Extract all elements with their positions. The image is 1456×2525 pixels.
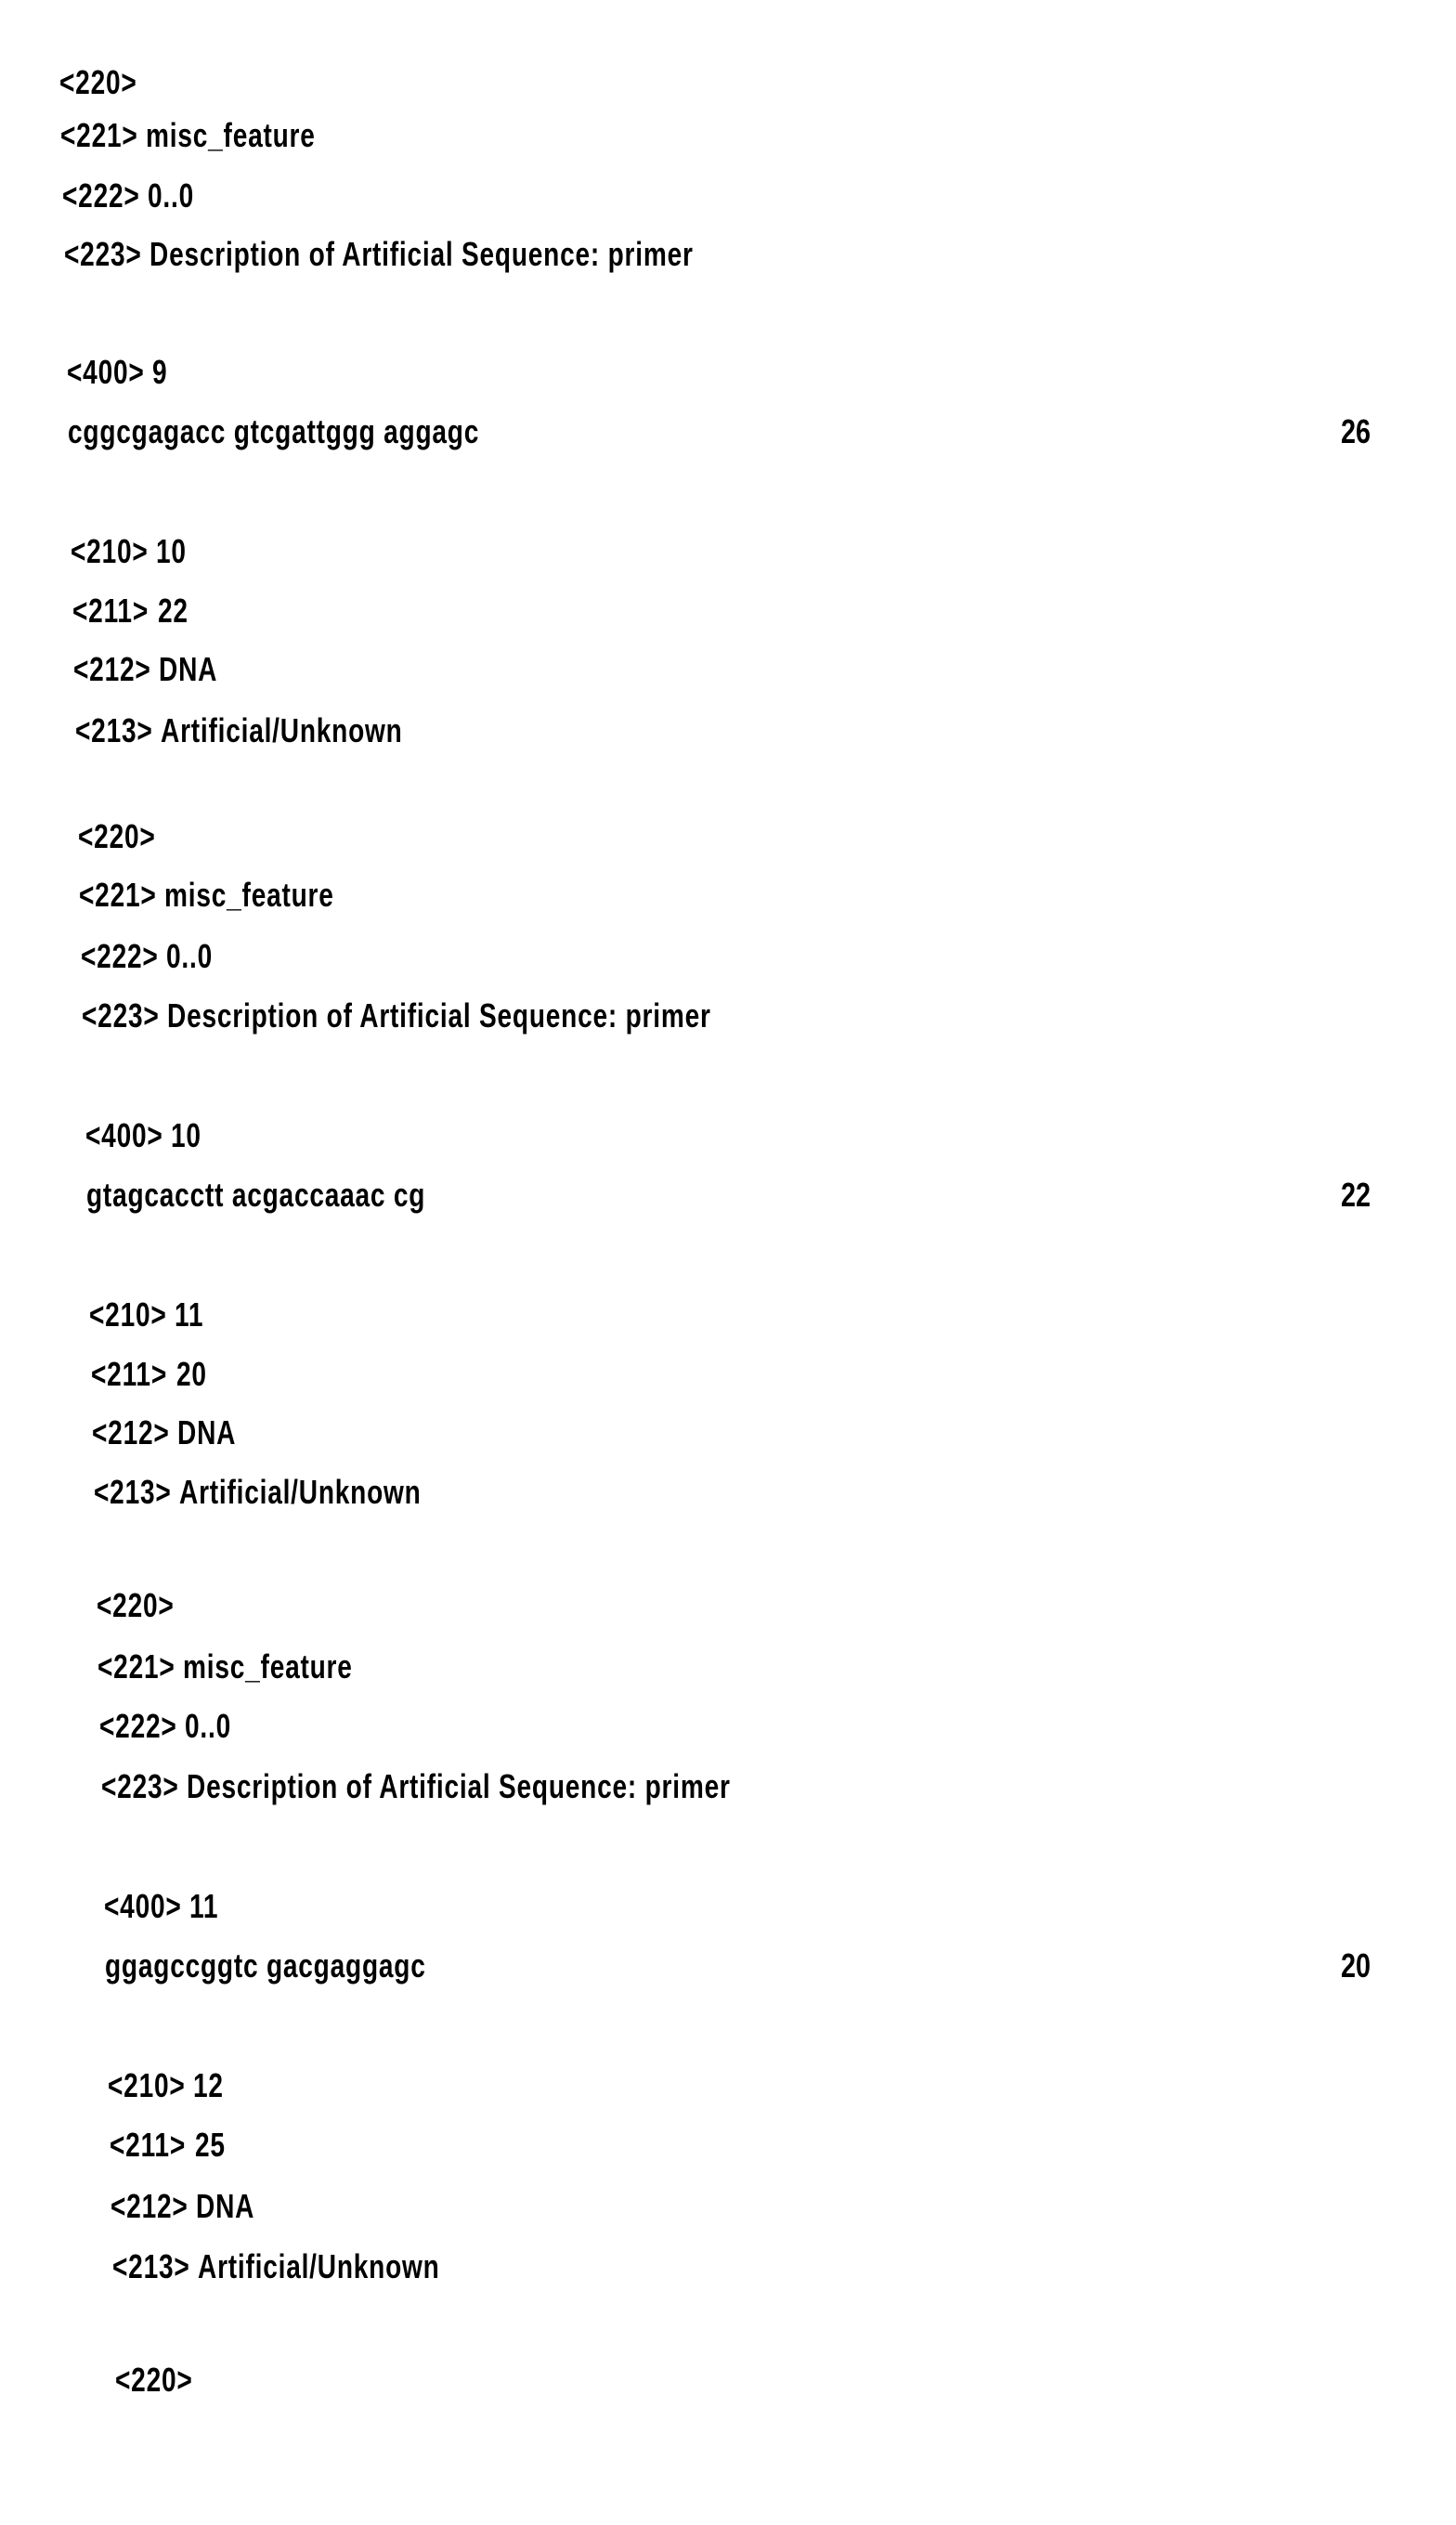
field-tag: <220> xyxy=(97,1586,182,1625)
field-value: Artificial/Unknown xyxy=(161,711,403,749)
field-tag: <223> xyxy=(101,1767,187,1806)
field-value: DNA xyxy=(159,650,217,688)
listing-field xyxy=(112,2247,440,2286)
field-value: 10 xyxy=(156,532,187,570)
field-tag: <400> xyxy=(104,1887,189,1926)
field-value: 11 xyxy=(189,1887,218,1925)
sequence-length: 26 xyxy=(1296,412,1371,451)
listing-field xyxy=(73,650,217,689)
field-value: DNA xyxy=(177,1413,236,1451)
listing-field xyxy=(91,1355,207,1394)
listing-field xyxy=(64,235,694,274)
field-tag: <222> xyxy=(81,937,166,976)
listing-field xyxy=(92,1413,236,1452)
field-tag: <211> xyxy=(110,2126,195,2165)
field-tag: <222> xyxy=(99,1707,185,1746)
field-tag: <223> xyxy=(82,996,167,1035)
field-value: 22 xyxy=(158,592,188,630)
field-tag: <212> xyxy=(73,650,159,689)
field-value: misc_feature xyxy=(146,116,316,154)
field-tag: <210> xyxy=(71,532,156,571)
field-value: Description of Artificial Sequence: primer xyxy=(150,235,694,273)
listing-field xyxy=(59,63,145,102)
sequence-length: 22 xyxy=(1296,1176,1371,1215)
listing-field xyxy=(98,1647,353,1686)
field-tag: <212> xyxy=(92,1413,177,1452)
listing-field xyxy=(78,817,163,856)
listing-field xyxy=(60,116,316,155)
field-tag: <221> xyxy=(79,876,164,915)
field-value: 0..0 xyxy=(185,1707,231,1745)
field-tag: <213> xyxy=(112,2247,198,2286)
field-value: 10 xyxy=(171,1116,202,1154)
listing-field xyxy=(71,532,187,571)
field-value: Description of Artificial Sequence: primer xyxy=(167,996,711,1035)
field-tag: <223> xyxy=(64,235,150,274)
field-tag: <213> xyxy=(75,711,161,750)
field-value: misc_feature xyxy=(183,1647,353,1686)
listing-field xyxy=(101,1767,731,1806)
field-tag: <210> xyxy=(89,1295,175,1334)
field-tag: <210> xyxy=(108,2066,193,2105)
field-value: DNA xyxy=(196,2187,254,2225)
field-value: Artificial/Unknown xyxy=(198,2247,440,2285)
sequence-line xyxy=(68,412,479,451)
field-tag: <220> xyxy=(59,63,145,102)
field-tag: <400> xyxy=(67,353,152,392)
field-tag: <400> xyxy=(85,1116,171,1155)
listing-field xyxy=(115,2361,201,2400)
field-tag: <220> xyxy=(78,817,163,856)
listing-field xyxy=(108,2066,224,2105)
listing-field xyxy=(62,176,194,215)
field-value: 12 xyxy=(193,2066,224,2104)
listing-field xyxy=(81,937,213,976)
field-value: 9 xyxy=(152,353,167,391)
field-tag: <211> xyxy=(91,1355,176,1394)
sequence-length: 20 xyxy=(1296,1946,1371,1985)
sequence-text: gtagcacctt acgaccaaac cg xyxy=(86,1176,425,1214)
listing-field xyxy=(72,592,188,631)
listing-field xyxy=(67,353,167,392)
listing-field xyxy=(85,1116,202,1155)
field-value: Artificial/Unknown xyxy=(179,1473,422,1511)
listing-field xyxy=(110,2126,226,2165)
field-value: 0..0 xyxy=(148,176,194,215)
field-value: 20 xyxy=(176,1355,207,1393)
field-tag: <211> xyxy=(72,592,158,631)
field-tag: <213> xyxy=(94,1473,179,1512)
listing-field xyxy=(75,711,403,750)
field-value: Description of Artificial Sequence: primer xyxy=(187,1767,731,1805)
sequence-text: ggagccggtc gacgaggagc xyxy=(105,1946,426,1985)
listing-field xyxy=(94,1473,422,1512)
field-value: misc_feature xyxy=(164,876,334,914)
listing-field xyxy=(89,1295,203,1334)
sequence-line xyxy=(86,1176,425,1215)
sequence-line xyxy=(105,1946,426,1985)
field-tag: <221> xyxy=(60,116,146,155)
field-tag: <222> xyxy=(62,176,148,215)
listing-field xyxy=(79,876,334,915)
listing-field xyxy=(99,1707,231,1746)
field-tag: <221> xyxy=(98,1647,183,1686)
sequence-text: cggcgagacc gtcgattggg aggagc xyxy=(68,412,479,450)
field-value: 25 xyxy=(195,2126,226,2164)
field-tag: <212> xyxy=(110,2187,196,2226)
field-tag: <220> xyxy=(115,2361,201,2400)
listing-field xyxy=(110,2187,254,2226)
listing-field xyxy=(82,996,711,1035)
listing-field xyxy=(104,1887,218,1926)
field-value: 11 xyxy=(175,1295,203,1334)
listing-field xyxy=(97,1586,182,1625)
field-value: 0..0 xyxy=(166,937,213,975)
